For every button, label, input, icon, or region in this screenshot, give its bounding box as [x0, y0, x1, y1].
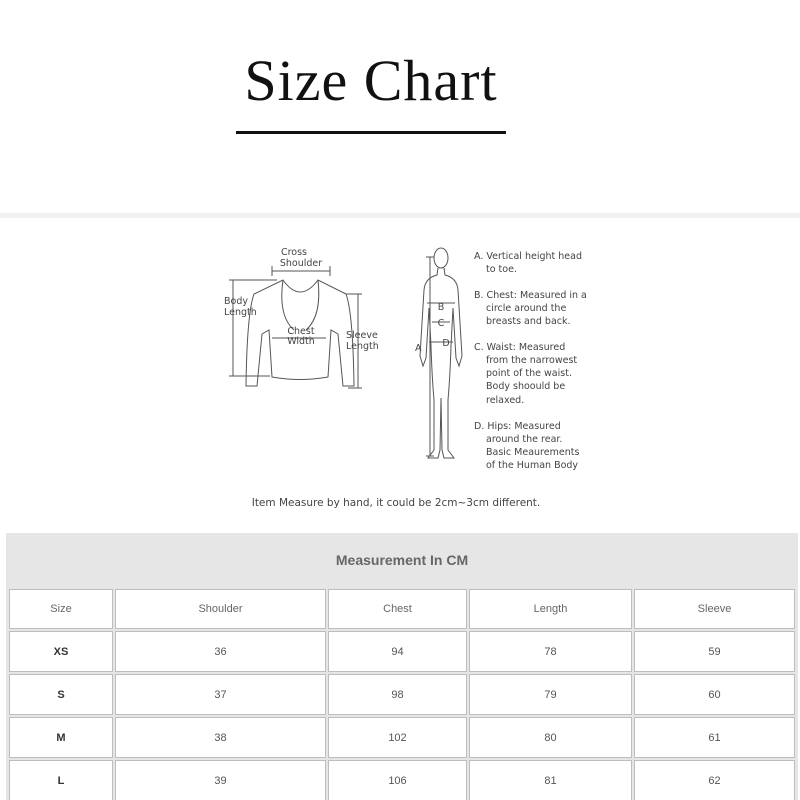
table-row-xs-sleeve: 59 — [634, 631, 795, 672]
measurement-note: Item Measure by hand, it could be 2cm~3cm different. — [251, 497, 541, 509]
header-shoulder: Shoulder — [115, 589, 326, 629]
marker-a: A — [415, 343, 422, 354]
table-row-m-chest: 102 — [328, 717, 467, 758]
table-row-s-size: S — [9, 674, 113, 715]
garment-labels — [224, 247, 379, 352]
table-row-l-chest: 106 — [328, 760, 467, 800]
table-row-l-size: L — [9, 760, 113, 800]
note-d-line-2: around the rear. — [486, 434, 563, 445]
table-row-l-length: 81 — [469, 760, 632, 800]
header-chest: Chest — [328, 589, 467, 629]
table-row-l-shoulder: 39 — [115, 760, 326, 800]
note-a-line-1: A. Vertical height head — [474, 251, 582, 262]
sleeve-length-label-1: Sleeve — [346, 330, 378, 341]
body-length-label-2: Length — [224, 307, 257, 318]
section-divider — [0, 213, 800, 218]
title-underline — [236, 131, 506, 134]
cross-shoulder-label-1: Cross — [280, 247, 308, 258]
note-b-line-2: circle around the — [486, 303, 567, 314]
body-length-label-1: Body — [224, 296, 248, 307]
body-figure — [420, 248, 462, 458]
body-markers — [415, 302, 450, 354]
note-d-line-1: D. Hips: Measured — [474, 421, 561, 432]
note-c-line-3: point of the waist. — [486, 368, 572, 379]
note-c-line-2: from the narrowest — [486, 355, 578, 366]
page-title: Size Chart — [244, 48, 498, 113]
table-row-s-sleeve: 60 — [634, 674, 795, 715]
cross-shoulder-label-2: Shoulder — [279, 258, 323, 269]
note-c-line-4: Body shoould be — [486, 381, 566, 392]
table-row-xs-size: XS — [9, 631, 113, 672]
table-row-xs-chest: 94 — [328, 631, 467, 672]
note-a-line-2: to toe. — [486, 264, 517, 275]
chest-width-label-1: Chest — [287, 326, 315, 337]
measurement-diagram — [0, 238, 800, 483]
table-row-s-chest: 98 — [328, 674, 467, 715]
note-d-line-3: Basic Meaurements — [486, 447, 580, 458]
marker-b: B — [437, 302, 445, 313]
header-length: Length — [469, 589, 632, 629]
note-b-line-1: B. Chest: Measured in a — [474, 290, 587, 301]
note-c-line-1: C. Waist: Measured — [474, 342, 566, 353]
chest-width-label-2: Width — [287, 336, 315, 347]
marker-c: C — [437, 318, 445, 329]
note-d-line-4: of the Human Body — [486, 460, 579, 471]
header-sleeve: Sleeve — [634, 589, 795, 629]
body-notes — [474, 251, 587, 471]
marker-d: D — [442, 338, 450, 349]
table-row-l-sleeve: 62 — [634, 760, 795, 800]
table-row-s-shoulder: 37 — [115, 674, 326, 715]
note-b-line-3: breasts and back. — [486, 316, 571, 327]
table-row-m-size: M — [9, 717, 113, 758]
table-row-xs-shoulder: 36 — [115, 631, 326, 672]
size-table — [6, 533, 798, 800]
header-size: Size — [9, 589, 113, 629]
table-row-s-length: 79 — [469, 674, 632, 715]
table-row-m-sleeve: 61 — [634, 717, 795, 758]
note-c-line-5: relaxed. — [486, 395, 525, 406]
table-row-m-length: 80 — [469, 717, 632, 758]
table-caption: Measurement In CM — [335, 552, 469, 568]
table-row-xs-length: 78 — [469, 631, 632, 672]
sleeve-length-label-2: Length — [346, 341, 379, 352]
table-row-m-shoulder: 38 — [115, 717, 326, 758]
